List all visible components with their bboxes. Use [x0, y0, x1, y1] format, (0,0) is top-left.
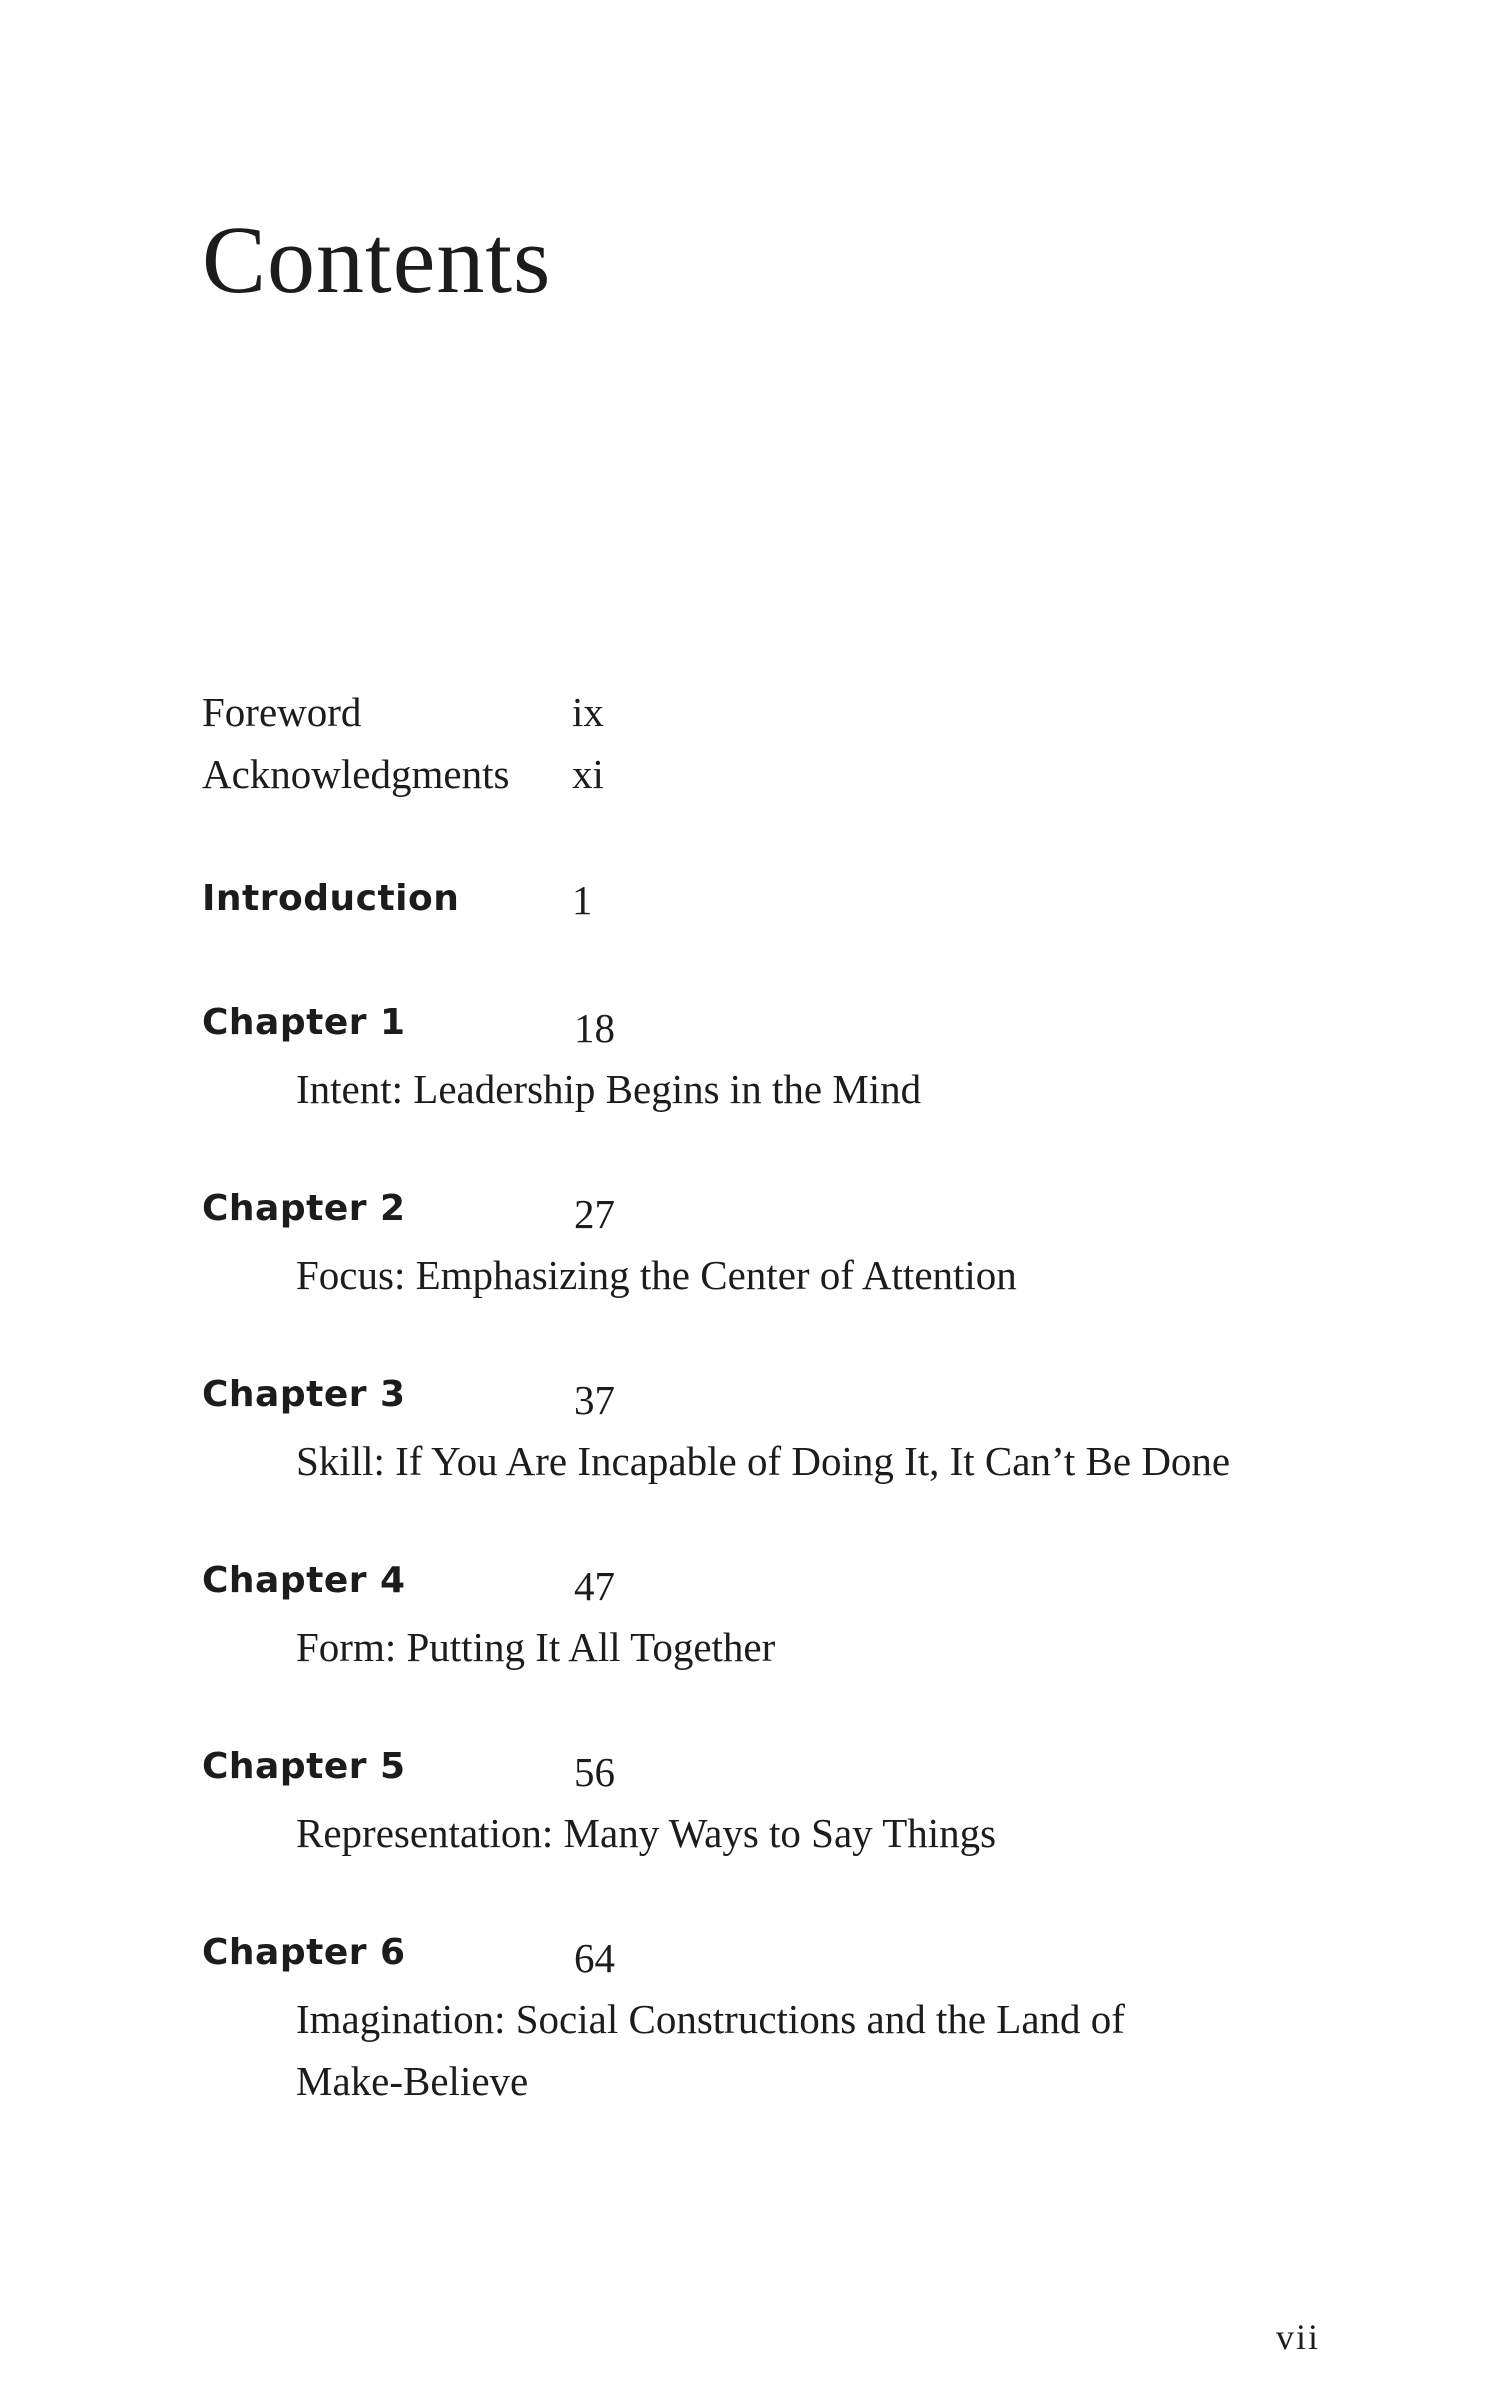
chapter-title: Imagination: Social Constructions and the Land of Make-Believe	[296, 1996, 1125, 2104]
toc-entry-label: Acknowledgments	[202, 751, 510, 797]
chapter-label: Chapter 6	[202, 1932, 406, 1973]
toc-entry-page: ix	[572, 689, 604, 735]
page-title: Contents	[202, 206, 552, 313]
chapter-label: Chapter 1	[202, 1002, 406, 1043]
chapter-label: Chapter 2	[202, 1188, 406, 1229]
chapter-title: Intent: Leadership Begins in the Mind	[296, 1066, 922, 1112]
chapter-page: 37	[574, 1377, 615, 1423]
toc-entry-page: 1	[572, 877, 593, 923]
chapter-label: Chapter 3	[202, 1374, 406, 1415]
toc-entry-label: Introduction	[202, 878, 460, 919]
chapter-label: Chapter 5	[202, 1746, 406, 1787]
chapter-page: 18	[574, 1005, 615, 1051]
chapter-page: 27	[574, 1191, 615, 1237]
chapter-page: 56	[574, 1749, 615, 1795]
chapter-page: 47	[574, 1563, 615, 1609]
chapter-title: Form: Putting It All Together	[296, 1624, 776, 1670]
chapter-title: Skill: If You Are Incapable of Doing It, It Can’t Be Done	[296, 1438, 1231, 1484]
chapter-page: 64	[574, 1935, 615, 1981]
chapter-title: Focus: Emphasizing the Center of Attention	[296, 1252, 1017, 1298]
toc-entry-page: xi	[572, 751, 604, 797]
chapter-title: Representation: Many Ways to Say Things	[296, 1810, 997, 1856]
chapter-label: Chapter 4	[202, 1560, 406, 1601]
toc-entry-label: Foreword	[202, 689, 362, 735]
page-number: vii	[1275, 2317, 1320, 2357]
